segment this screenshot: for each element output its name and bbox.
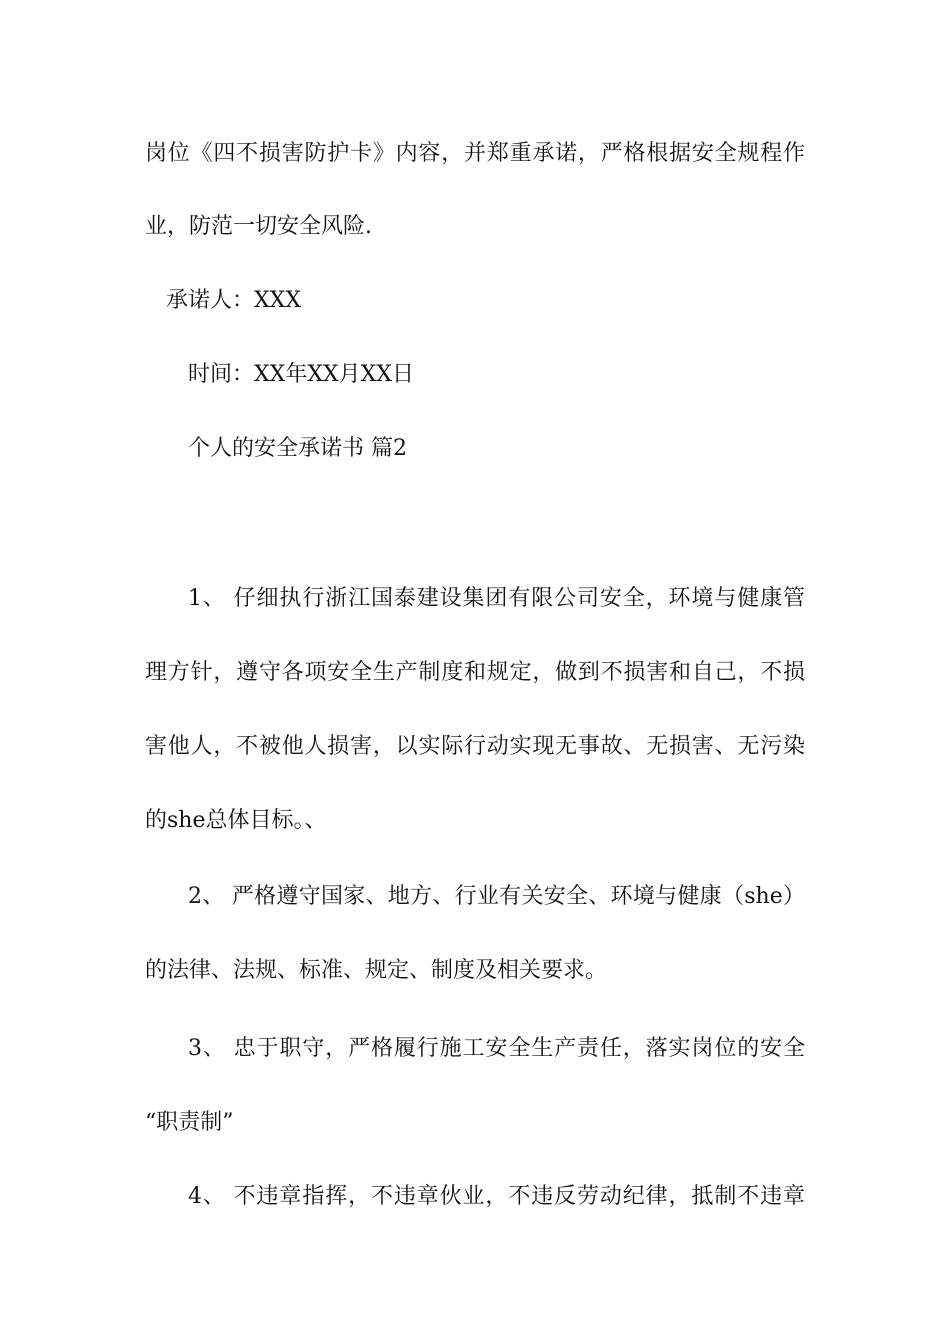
paragraph-line: 岗位《四不损害防护卡》内容，并郑重承诺，严格根据安全规程作	[145, 141, 805, 166]
list-item-line: 1、 仔细执行浙江国泰建设集团有限公司安全，环境与健康管	[188, 586, 805, 611]
date-line: 时间：XX年XX月XX日	[188, 362, 414, 387]
list-item-line: 的法律、法规、标准、规定、制度及相关要求。	[145, 958, 608, 983]
list-item-line: 理方针，遵守各项安全生产制度和规定，做到不损害和自己，不损	[145, 660, 805, 685]
list-item-line: “职责制”	[145, 1110, 234, 1135]
list-item-line: 4、 不违章指挥，不违章伙业，不违反劳动纪律，抵制不违章	[188, 1184, 805, 1209]
signer-line: 承诺人：XXX	[166, 288, 301, 313]
list-item-line: 3、 忠于职守，严格履行施工安全生产责任，落实岗位的安全	[188, 1036, 805, 1061]
list-item-line: 的she总体目标。、	[145, 808, 327, 833]
list-item-line: 2、 严格遵守国家、地方、行业有关安全、环境与健康（she）	[188, 884, 805, 909]
list-item-line: 害他人，不被他人损害，以实际行动实现无事故、无损害、无污染	[145, 734, 805, 759]
paragraph-line: 业，防范一切安全风险.	[145, 214, 372, 239]
section-heading: 个人的安全承诺书 篇2	[188, 436, 407, 461]
